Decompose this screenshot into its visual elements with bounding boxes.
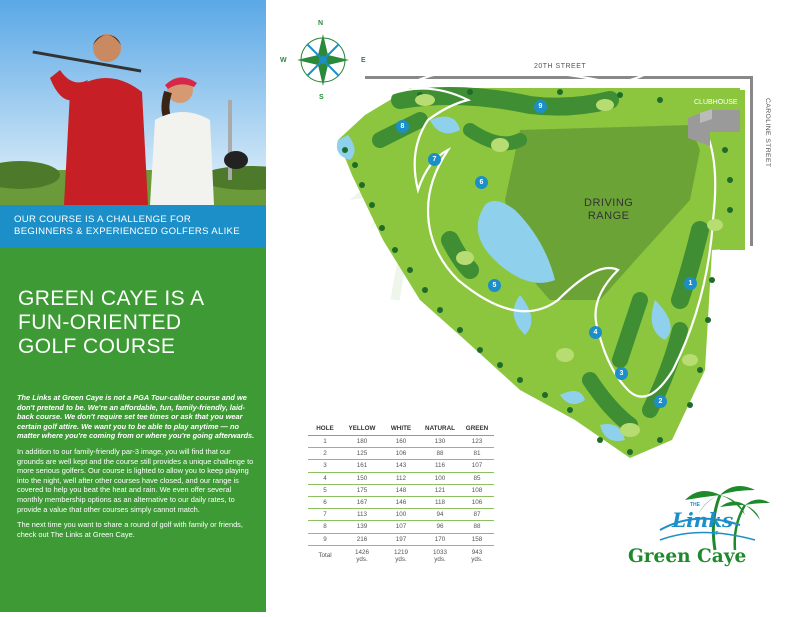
clubhouse-label: CLUBHOUSE: [694, 99, 738, 106]
hole-marker-8[interactable]: [396, 120, 409, 133]
table-cell: 94: [420, 509, 460, 521]
compass-n-label: N: [318, 20, 324, 27]
table-cell: 118: [420, 496, 460, 508]
total-value: 1426: [354, 548, 369, 556]
driving-range-line1: DRIVING: [584, 197, 634, 209]
table-cell: 96: [420, 521, 460, 533]
header-natural: NATURAL: [420, 421, 460, 436]
total-value: 1033: [432, 548, 447, 556]
table-cell: 121: [420, 484, 460, 496]
intro-paragraph: The Links at Green Caye is not a PGA Tour-caliber course and we don't pretend to be. We're an affordable, fun, family-friendly, laid-back course. We don't require set tee times or ask that you wear certain golf attire. We want you to be able to play anytime — no matter where you're coming from or where you're going afterwards.: [17, 393, 255, 441]
table-cell: 161: [342, 460, 382, 472]
hole-number: 6: [479, 179, 484, 186]
logo-links: Links: [672, 508, 734, 532]
hole-number: 3: [619, 370, 624, 377]
total-unit: yds.: [356, 555, 368, 563]
table-cell: 167: [342, 496, 382, 508]
header-white: WHITE: [382, 421, 420, 436]
compass-s-label: S: [319, 94, 324, 101]
table-row: [308, 460, 494, 472]
golfers-photo: [0, 0, 266, 205]
table-cell: 88: [420, 448, 460, 460]
table-cell: 160: [382, 436, 420, 448]
table-cell: 158: [460, 533, 494, 545]
headline-line2: FUN-ORIENTED: [18, 311, 182, 334]
hole-number: 8: [400, 123, 405, 130]
paragraph-2: In addition to our family-friendly par-3 image, you will find that our grounds are well kept and the course still provides a unique challenge to more serious golfers. Our course is lighted to allow you to keep playing into the night, well after other courses have closed, and our range is covered to help you beat the heat and rain. We even offer several monthly membership options as an alternative to our daily rates, to provide a value that other courses simply cannot match.: [17, 446, 254, 514]
table-cell: 106: [460, 496, 494, 508]
total-unit: yds.: [395, 555, 407, 563]
hole-number: 7: [432, 156, 437, 163]
table-cell: 130: [420, 436, 460, 448]
table-cell: 100: [382, 509, 420, 521]
headline: [18, 287, 205, 359]
total-value: 943: [471, 548, 483, 556]
hole-marker-3[interactable]: [615, 367, 628, 380]
hole-number: 1: [688, 280, 693, 287]
table-row: [308, 448, 494, 460]
header-hole: HOLE: [308, 421, 342, 436]
table-cell: 197: [382, 533, 420, 545]
table-cell: 100: [420, 472, 460, 484]
total-cell: [382, 545, 420, 566]
table-cell: 170: [420, 533, 460, 545]
body-text: [17, 393, 257, 545]
table-cell: 6: [308, 496, 342, 508]
table-cell: 123: [460, 436, 494, 448]
table-cell: 4: [308, 472, 342, 484]
banner-line2: BEGINNERS & EXPERIENCED GOLFERS ALIKE: [14, 226, 240, 237]
table-cell: 88: [460, 521, 494, 533]
scorecard-header-row: [308, 421, 494, 436]
total-row: [308, 545, 494, 566]
table-row: [308, 509, 494, 521]
table-cell: 112: [382, 472, 420, 484]
table-row: [308, 472, 494, 484]
table-cell: 5: [308, 484, 342, 496]
hole-marker-9[interactable]: [534, 100, 547, 113]
table-cell: 9: [308, 533, 342, 545]
logo-at: AT: [712, 531, 719, 537]
table-row: [308, 484, 494, 496]
driving-range-label: [584, 197, 633, 223]
total-value: 1219: [393, 548, 408, 556]
compass-rose-icon: [297, 34, 349, 86]
table-cell: 7: [308, 509, 342, 521]
table-cell: 2: [308, 448, 342, 460]
banner: [0, 205, 266, 248]
scorecard-body: [308, 436, 494, 566]
hole-marker-1[interactable]: [684, 277, 697, 290]
table-cell: 125: [342, 448, 382, 460]
headline-line1: GREEN CAYE IS A: [18, 287, 205, 310]
table-cell: 116: [420, 460, 460, 472]
table-cell: 81: [460, 448, 494, 460]
table-row: [308, 521, 494, 533]
header-yellow: YELLOW: [342, 421, 382, 436]
table-row: [308, 496, 494, 508]
total-unit: yds.: [471, 555, 483, 563]
table-row: [308, 533, 494, 545]
table-cell: 175: [342, 484, 382, 496]
table-cell: 1: [308, 436, 342, 448]
table-cell: 216: [342, 533, 382, 545]
hole-number: 4: [593, 329, 598, 336]
table-cell: 148: [382, 484, 420, 496]
compass-e-label: E: [361, 57, 366, 64]
table-cell: 107: [460, 460, 494, 472]
compass-w-label: W: [280, 57, 287, 64]
driving-range-line2: RANGE: [587, 210, 630, 222]
table-cell: 143: [382, 460, 420, 472]
table-cell: 113: [342, 509, 382, 521]
headline-line3: GOLF COURSE: [18, 335, 176, 358]
total-cell: [420, 545, 460, 566]
table-cell: 107: [382, 521, 420, 533]
hole-number: 2: [658, 398, 663, 405]
table-row: [308, 436, 494, 448]
table-cell: 108: [460, 484, 494, 496]
logo-the: THE: [690, 502, 700, 508]
total-cell: [342, 545, 382, 566]
total-unit: yds.: [434, 555, 446, 563]
hole-marker-5[interactable]: [488, 279, 501, 292]
table-cell: 180: [342, 436, 382, 448]
caroline-street-label: CAROLINE STREET: [764, 98, 771, 168]
scorecard-table: [308, 421, 494, 566]
total-cell: [460, 545, 494, 566]
banner-line1: OUR COURSE IS A CHALLENGE FOR: [14, 214, 192, 225]
caroline-street: [750, 76, 753, 246]
table-cell: 3: [308, 460, 342, 472]
hole-marker-6[interactable]: [475, 176, 488, 189]
paragraph-3: The next time you want to share a round of golf with family or friends, check out The Links at Green Caye.: [17, 520, 243, 539]
table-cell: 8: [308, 521, 342, 533]
table-cell: 139: [342, 521, 382, 533]
table-cell: 146: [382, 496, 420, 508]
20th-street-label: 20TH STREET: [534, 63, 587, 70]
table-cell: 87: [460, 509, 494, 521]
hole-marker-4[interactable]: [589, 326, 602, 339]
hole-marker-2[interactable]: [654, 395, 667, 408]
table-cell: 106: [382, 448, 420, 460]
hole-marker-7[interactable]: [428, 153, 441, 166]
hole-number: 5: [492, 282, 497, 289]
table-cell: 85: [460, 472, 494, 484]
header-green: GREEN: [460, 421, 494, 436]
total-label: Total: [318, 552, 332, 560]
hole-number: 9: [538, 103, 543, 110]
table-cell: 150: [342, 472, 382, 484]
logo-name: Green Caye: [628, 546, 747, 567]
